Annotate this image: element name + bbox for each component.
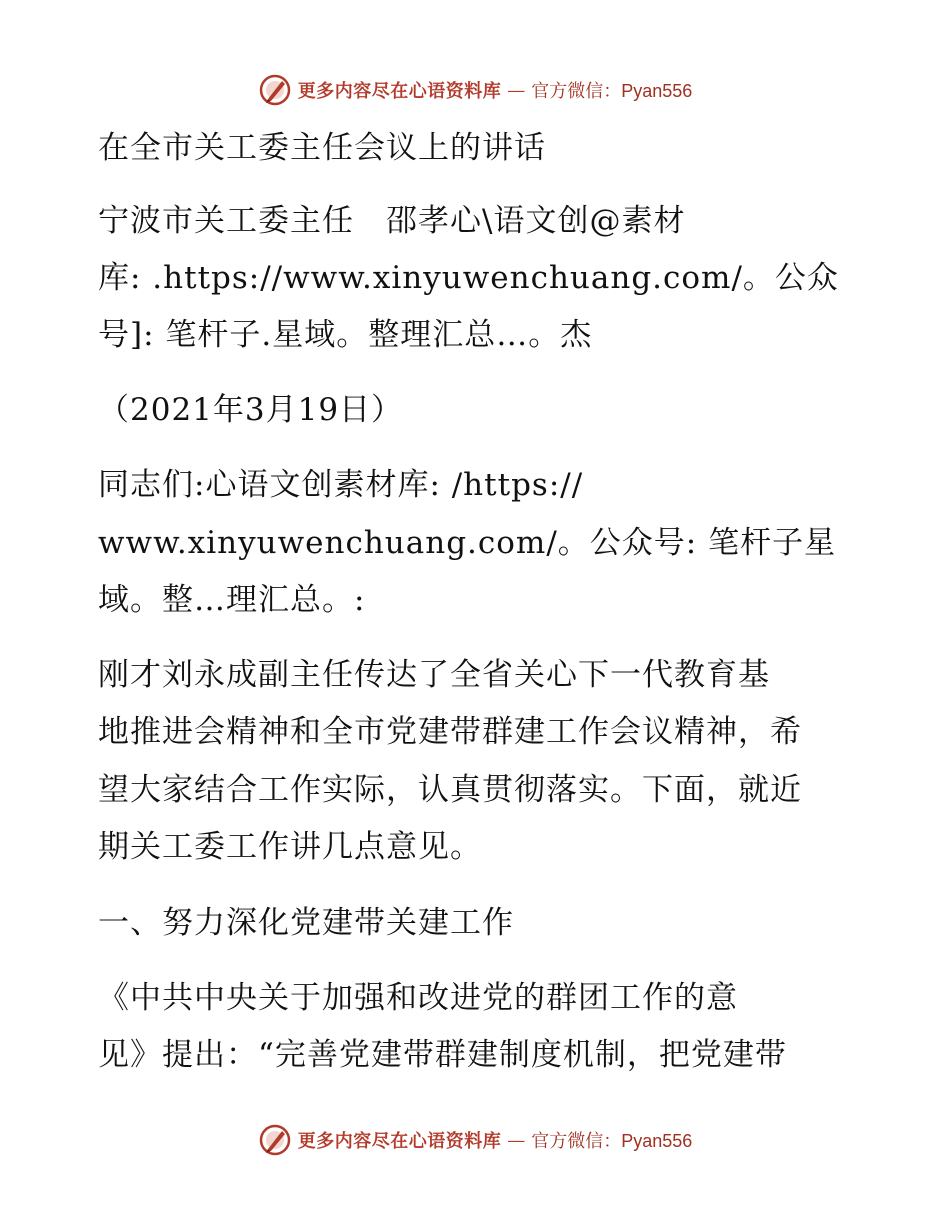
salutation-line: 同志们:心语文创素材库: /https:// (98, 467, 584, 503)
paragraph-line: 望大家结合工作实际，认真贯彻落实。下面，就近 (98, 772, 802, 808)
section-heading: 一、努力深化党建带关建工作 (98, 905, 514, 941)
text-line: www.xinyuwenchuang.com/。公众号: 笔杆子星 (98, 525, 837, 561)
paragraph-line: 期关工委工作讲几点意见。 (98, 829, 482, 865)
text-line: 库: .https://www.xinyuwenchuang.com/。公众 (98, 260, 839, 296)
header-watermark (0, 70, 950, 110)
footer-watermark (0, 1120, 950, 1160)
wechat-text: 官方微信：Pyan556 (531, 1131, 693, 1151)
paragraph-line: 《中共中央关于加强和改进党的群团工作的意 (98, 980, 738, 1016)
paragraph-line: 见》提出：“完善党建带群建制度机制，把党建带 (98, 1037, 787, 1073)
paragraph-line: 地推进会精神和全市党建带群建工作会议精神，希 (98, 714, 802, 750)
document-title: 在全市关工委主任会议上的讲话 (98, 130, 546, 166)
date-line: （2021年3月19日） (98, 392, 404, 428)
separator: — (507, 79, 526, 101)
pen-seal-icon (258, 1123, 292, 1157)
paragraph-line: 刚才刘永成副主任传达了全省关心下一代教育基 (98, 657, 770, 693)
text-line: 号]: 笔杆子.星域。整理汇总…。杰 (98, 317, 593, 353)
promo-text: 更多内容尽在心语资料库 (297, 1131, 502, 1152)
promo-text: 更多内容尽在心语资料库 (297, 81, 502, 102)
text-line: 域。整…理汇总。: (98, 582, 366, 618)
author-line: 宁波市关工委主任 邵孝心\语文创@素材 (98, 203, 686, 239)
pen-seal-icon (258, 73, 292, 107)
wechat-text: 官方微信：Pyan556 (531, 81, 693, 101)
separator: — (507, 1129, 526, 1151)
